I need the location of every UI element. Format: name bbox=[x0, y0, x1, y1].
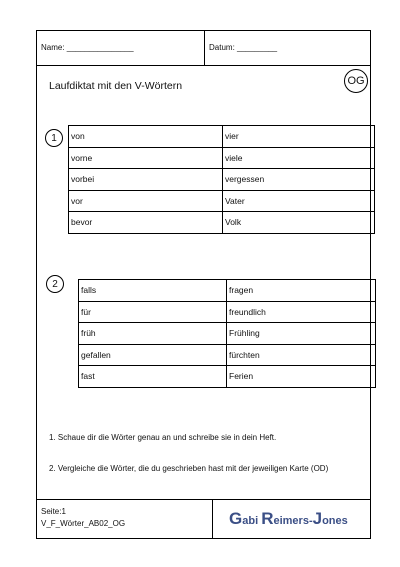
section-1-number: 1 bbox=[45, 129, 63, 147]
word-cell: vergessen bbox=[223, 169, 375, 191]
header-separator bbox=[37, 65, 370, 66]
word-cell: falls bbox=[79, 280, 227, 302]
word-table-1 bbox=[68, 125, 375, 234]
page-number: Seite:1 bbox=[41, 507, 66, 516]
footer-divider bbox=[212, 499, 213, 539]
table-row bbox=[79, 366, 376, 388]
word-cell: Volk bbox=[223, 212, 375, 234]
word-cell: fast bbox=[79, 366, 227, 388]
word-cell: vor bbox=[69, 190, 223, 212]
word-cell: vorne bbox=[69, 147, 223, 169]
word-cell: fürchten bbox=[227, 344, 376, 366]
table-row bbox=[69, 190, 375, 212]
word-cell: vorbei bbox=[69, 169, 223, 191]
instruction-1: 1. Schaue dir die Wörter genau an und schreibe sie in dein Heft. bbox=[49, 433, 277, 442]
og-badge: OG bbox=[344, 69, 368, 93]
worksheet-frame bbox=[36, 30, 371, 539]
file-name: V_F_Wörter_AB02_OG bbox=[41, 519, 126, 528]
word-cell: gefallen bbox=[79, 344, 227, 366]
name-field-label: Name: _______________ bbox=[41, 43, 134, 52]
table-row bbox=[79, 280, 376, 302]
table-row bbox=[79, 344, 376, 366]
word-cell: Frühling bbox=[227, 323, 376, 345]
footer-separator bbox=[37, 499, 370, 500]
date-field-label: Datum: _________ bbox=[209, 43, 278, 52]
header-divider bbox=[204, 31, 205, 65]
word-cell: Vater bbox=[223, 190, 375, 212]
worksheet-title: Laufdiktat mit den V-Wörtern bbox=[49, 80, 183, 92]
word-cell: viele bbox=[223, 147, 375, 169]
word-cell: vier bbox=[223, 126, 375, 148]
word-cell: früh bbox=[79, 323, 227, 345]
table-row bbox=[79, 301, 376, 323]
table-row bbox=[69, 126, 375, 148]
instruction-2: 2. Vergleiche die Wörter, die du geschrieben hast mit der jeweiligen Karte (OD) bbox=[49, 464, 329, 473]
table-row bbox=[69, 212, 375, 234]
table-row bbox=[79, 323, 376, 345]
brand-logo: Gabi Reimers-Jones bbox=[229, 509, 348, 528]
section-2-number: 2 bbox=[46, 275, 64, 293]
word-cell: freundlich bbox=[227, 301, 376, 323]
table-row bbox=[69, 169, 375, 191]
word-cell: bevor bbox=[69, 212, 223, 234]
word-cell: für bbox=[79, 301, 227, 323]
word-cell: fragen bbox=[227, 280, 376, 302]
word-table-2 bbox=[78, 279, 376, 388]
table-row bbox=[69, 147, 375, 169]
word-cell: Ferien bbox=[227, 366, 376, 388]
word-cell: von bbox=[69, 126, 223, 148]
